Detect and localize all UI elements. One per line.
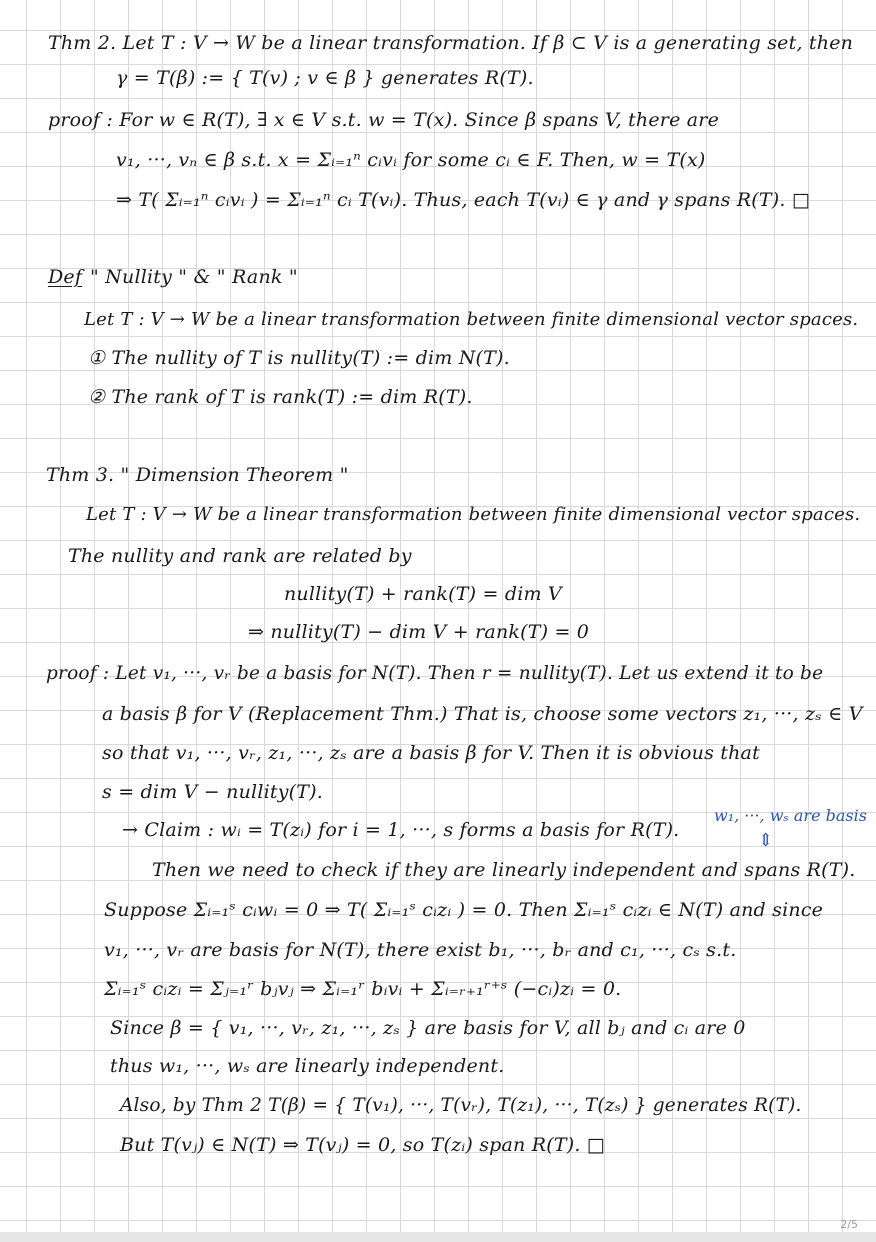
thm3-proof-line-2: a basis β for V (Replacement Thm.) That is, choose some vectors z₁, ···, zₛ ∈ V <box>102 703 863 725</box>
thm2-gamma-definition: γ = T(β) := { T(v) ; v ∈ β } generates R(T). <box>116 67 534 89</box>
claim-check: Then we need to check if they are linearly independent and spans R(T). <box>152 859 856 881</box>
span-line-1: Also, by Thm 2 T(β) = { T(v₁), ···, T(vᵣ), T(z₁), ···, T(zₛ) } generates R(T). <box>120 1095 802 1116</box>
claim-statement: → Claim : wᵢ = T(zᵢ) for i = 1, ···, s forms a basis for R(T). <box>122 819 680 841</box>
def-title: " Nullity " & " Rank " <box>90 266 298 288</box>
independence-line-3: Σᵢ₌₁ˢ cᵢzᵢ = Σⱼ₌₁ʳ bⱼvⱼ ⇒ Σᵢ₌₁ʳ bᵢvᵢ + Σᵢ₌ᵣ₊₁ʳ⁺ˢ (−cᵢ)zᵢ = 0. <box>104 978 622 1000</box>
independence-line-1: Suppose Σᵢ₌₁ˢ cᵢwᵢ = 0 ⇒ T( Σᵢ₌₁ˢ cᵢzᵢ ) = 0. Then Σᵢ₌₁ˢ cᵢzᵢ ∈ N(T) and since <box>104 899 824 921</box>
thm2-proof-line-3: ⇒ T( Σᵢ₌₁ⁿ cᵢvᵢ ) = Σᵢ₌₁ⁿ cᵢ T(vᵢ). Thus, each T(vᵢ) ∈ γ and γ spans R(T). □ <box>116 189 810 211</box>
page-number: 2/5 <box>840 1218 858 1231</box>
def-label: Def <box>48 266 83 288</box>
thm3-setup: Let T : V → W be a linear transformation between finite dimensional vector spaces. <box>86 504 861 525</box>
thm3-equation-rearranged: ⇒ nullity(T) − dim V + rank(T) = 0 <box>248 621 590 643</box>
double-arrow-icon: ⇕ <box>758 830 774 851</box>
thm2-proof-line-1: proof : For w ∈ R(T), ∃ x ∈ V s.t. w = T(x). Since β spans V, there are <box>48 109 720 131</box>
span-line-2: But T(vⱼ) ∈ N(T) ⇒ T(vⱼ) = 0, so T(zᵢ) span R(T). □ <box>120 1134 605 1156</box>
thm3-equation: nullity(T) + rank(T) = dim V <box>284 583 562 605</box>
thm2-proof-line-2: v₁, ···, vₙ ∈ β s.t. x = Σᵢ₌₁ⁿ cᵢvᵢ for some cᵢ ∈ F. Then, w = T(x) <box>116 149 706 171</box>
thm3-proof-line-3: so that v₁, ···, vᵣ, z₁, ···, zₛ are a basis β for V. Then it is obvious that <box>102 742 760 764</box>
thm3-relation-intro: The nullity and rank are related by <box>68 545 412 567</box>
thm2-statement: Thm 2. Let T : V → W be a linear transformation. If β ⊂ V is a generating set, then <box>48 32 854 54</box>
def-nullity: ① The nullity of T is nullity(T) := dim N(T). <box>88 347 510 369</box>
thm3-proof-line-1: proof : Let v₁, ···, vᵣ be a basis for N(T). Then r = nullity(T). Let us extend it to be <box>46 663 824 684</box>
independence-line-2: v₁, ···, vᵣ are basis for N(T), there exist b₁, ···, bᵣ and c₁, ···, cₛ s.t. <box>104 939 737 961</box>
thm3-proof-line-4: s = dim V − nullity(T). <box>102 781 323 803</box>
def-rank: ② The rank of T is rank(T) := dim R(T). <box>88 386 473 408</box>
independence-line-4: Since β = { v₁, ···, vᵣ, z₁, ···, zₛ } are basis for V, all bⱼ and cᵢ are 0 <box>110 1017 746 1039</box>
independence-conclusion: thus w₁, ···, wₛ are linearly independent. <box>110 1055 505 1077</box>
margin-annotation: w₁, ···, wₛ are basis <box>714 806 867 825</box>
def-setup: Let T : V → W be a linear transformation between finite dimensional vector spaces. <box>84 309 859 330</box>
thm3-title: Thm 3. " Dimension Theorem " <box>46 464 349 486</box>
viewer-bottom-strip <box>0 1232 876 1242</box>
